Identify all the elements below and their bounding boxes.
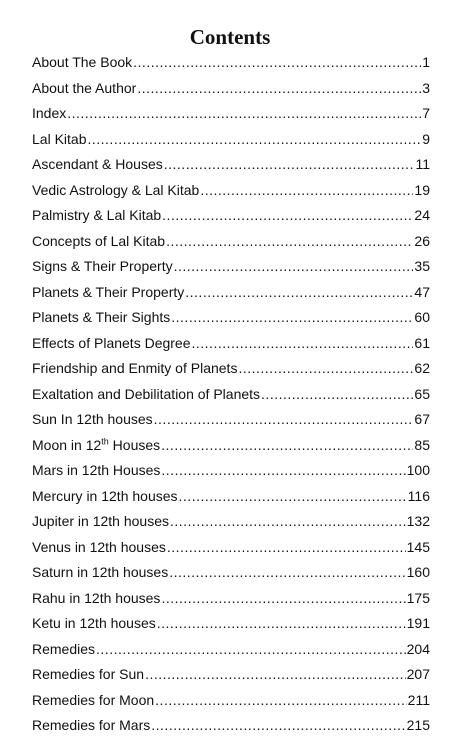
toc-leader-dots	[200, 178, 413, 204]
toc-entry-page-number: 60	[414, 309, 430, 325]
toc-entry	[32, 688, 430, 714]
toc-entry-title: Jupiter in 12th houses	[32, 513, 169, 529]
toc-entry-title: Sun In 12th houses	[32, 411, 153, 427]
toc-entry-title: Concepts of Lal Kitab	[32, 232, 166, 249]
toc-entry	[32, 356, 430, 382]
toc-entry-page-number: 211	[407, 691, 430, 708]
toc-entry-title: Remedies for Sun	[32, 666, 145, 682]
toc-leader-dots	[238, 356, 413, 382]
toc-leader-dots	[162, 203, 413, 229]
toc-entry-title: Palmistry & Lal Kitab	[32, 207, 162, 223]
toc-leader-dots	[261, 382, 413, 408]
toc-entry	[32, 586, 430, 612]
toc-entry-page-number: 65	[414, 385, 430, 402]
toc-entry	[32, 229, 430, 255]
toc-entry	[32, 637, 430, 663]
toc-entry-page-number: 62	[414, 360, 430, 376]
toc-leader-dots	[174, 254, 414, 280]
toc-leader-dots	[164, 152, 415, 178]
toc-entry-page-number: 116	[407, 487, 430, 504]
toc-entry-title: Index	[32, 105, 67, 121]
toc-entry	[32, 535, 430, 561]
toc-entry-title-prefix: Moon in 12	[32, 436, 102, 453]
toc-entry	[32, 382, 430, 408]
toc-entry-title: Mars in 12th Houses	[32, 462, 161, 478]
toc-leader-dots	[157, 611, 406, 637]
toc-entry-title: Friendship and Enmity of Planets	[32, 360, 238, 376]
toc-leader-dots	[154, 407, 414, 433]
toc-entry-page-number: 7	[422, 105, 430, 121]
toc-entry	[32, 101, 430, 127]
toc-entry	[32, 560, 430, 586]
toc-leader-dots	[185, 280, 413, 306]
toc-entry-page-number: 207	[406, 666, 430, 682]
toc-entry-title: Remedies for Mars	[32, 717, 151, 733]
toc-entry-title: Mercury in 12th houses	[32, 487, 178, 504]
toc-entry-page-number: 132	[406, 513, 430, 529]
toc-entry-title	[32, 433, 160, 459]
toc-entry	[32, 76, 430, 102]
toc-entry-title: Lal Kitab	[32, 130, 87, 147]
toc-entry-page-number: 19	[414, 181, 430, 198]
toc-entry-page-number: 67	[414, 411, 430, 427]
toc-leader-dots	[133, 50, 421, 76]
toc-entry	[32, 127, 430, 153]
toc-entry	[32, 713, 430, 739]
toc-entry-page-number: 9	[422, 130, 430, 147]
toc-entry-title-suffix: Houses	[108, 436, 161, 453]
toc-entry-page-number: 24	[414, 207, 430, 223]
toc-entry-page-number: 26	[414, 232, 430, 249]
toc-leader-dots	[169, 560, 405, 586]
toc-entry-title: Effects of Planets Degree	[32, 334, 191, 351]
toc-entry-title: About The Book	[32, 54, 133, 70]
toc-entry	[32, 331, 430, 357]
toc-entry	[32, 611, 430, 637]
toc-leader-dots	[161, 433, 413, 459]
toc-entry-page-number: 11	[415, 156, 430, 172]
toc-entry-page-number: 175	[406, 589, 430, 606]
toc-leader-dots	[87, 127, 421, 153]
toc-leader-dots	[67, 101, 421, 127]
toc-entry-page-number: 35	[414, 258, 430, 274]
toc-entry-title: Ketu in 12th houses	[32, 615, 156, 631]
toc-entry-title: Remedies for Moon	[32, 691, 155, 708]
toc-entry-title: Signs & Their Property	[32, 258, 173, 274]
toc-entry	[32, 178, 430, 204]
toc-entry	[32, 509, 430, 535]
toc-entry-title: Planets & Their Sights	[32, 309, 171, 325]
page-title: Contents	[189, 25, 271, 49]
toc-leader-dots	[171, 305, 413, 331]
toc-entry	[32, 254, 430, 280]
toc-leader-dots	[179, 484, 407, 510]
toc-entry	[32, 484, 430, 510]
toc-leader-dots	[137, 76, 421, 102]
toc-leader-dots	[145, 662, 406, 688]
toc-entry-page-number: 215	[406, 717, 430, 733]
toc-leader-dots	[155, 688, 407, 714]
toc-entry	[32, 280, 430, 306]
toc-entry-page-number: 61	[414, 334, 430, 351]
toc-entry-page-number: 145	[406, 538, 430, 555]
toc-leader-dots	[192, 331, 414, 357]
toc-entry-title: Rahu in 12th houses	[32, 589, 161, 606]
toc-entry-title-superscript: th	[101, 435, 109, 446]
toc-leader-dots	[167, 535, 406, 561]
toc-entry-page-number: 47	[414, 283, 430, 300]
toc-entry-page-number: 191	[406, 615, 430, 631]
toc-entry	[32, 203, 430, 229]
toc-leader-dots	[151, 713, 405, 739]
toc-entry-page-number: 85	[414, 436, 430, 453]
toc-entry-title: Venus in 12th houses	[32, 538, 166, 555]
toc-entry-title: Planets & Their Property	[32, 283, 185, 300]
toc-entry-title: Vedic Astrology & Lal Kitab	[32, 181, 200, 198]
toc-entry-page-number: 204	[406, 640, 430, 657]
toc-entry-title: Ascendant & Houses	[32, 156, 163, 172]
toc-entry-page-number: 1	[422, 54, 430, 70]
toc-entry	[32, 152, 430, 178]
toc-entry-title: Exaltation and Debilitation of Planets	[32, 385, 261, 402]
toc-entry-page-number: 160	[406, 564, 430, 580]
table-of-contents	[32, 50, 430, 739]
toc-entry	[32, 458, 430, 484]
toc-entry-page-number: 100	[406, 462, 430, 478]
toc-entry	[32, 407, 430, 433]
toc-entry-title: Remedies	[32, 640, 96, 657]
toc-entry-page-number: 3	[422, 79, 430, 96]
toc-entry	[32, 50, 430, 76]
toc-leader-dots	[161, 458, 405, 484]
toc-leader-dots	[161, 586, 405, 612]
toc-entry	[32, 305, 430, 331]
toc-leader-dots	[170, 509, 406, 535]
toc-leader-dots	[96, 637, 406, 663]
toc-entry-title: Saturn in 12th houses	[32, 564, 169, 580]
toc-entry-title: About the Author	[32, 79, 137, 96]
toc-entry	[32, 433, 430, 459]
toc-entry	[32, 662, 430, 688]
toc-leader-dots	[166, 229, 413, 255]
